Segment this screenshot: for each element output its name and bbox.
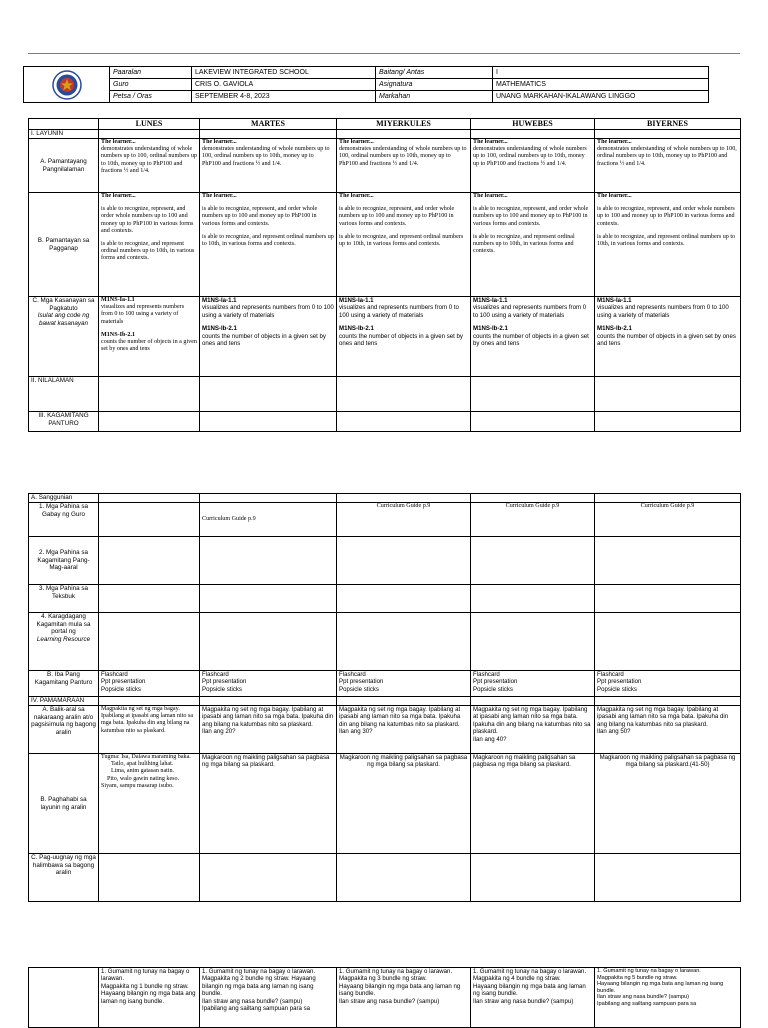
activity-line: Hayaang bilangin ng mga bata ang laman ng isang bundle. xyxy=(597,981,724,994)
row-label-main: C. Mga Kasanayan sa Pagkatuto xyxy=(32,297,95,312)
cell-head: The learner... xyxy=(473,193,508,199)
section-title: IV. PAMAMARAAN xyxy=(29,697,99,706)
cell-head: The learner... xyxy=(202,193,237,199)
competency-text: visualizes and represents numbers from 0 to 100 using a variety of materials xyxy=(473,304,587,319)
review-text: Magpakita ng set ng mga bagay. Ipabilang at ipasabi ang laman nito sa mga bata. Ipakuha din ang bilang na katumbas nito sa plaskard. xyxy=(339,706,461,728)
teacher-value: CRIS O. GAVIOLA xyxy=(192,79,376,91)
competency-code: M1NS-Ib-2.1 xyxy=(473,325,508,333)
cell-head: The learner... xyxy=(202,139,237,145)
day-header: BIYERNES xyxy=(595,119,741,130)
song-line: Tugma: Isa, Dalawa maraming baka. xyxy=(101,754,191,760)
row-label: 2. Mga Pahina sa Kagamitang Pang-Mag-aaral xyxy=(29,537,99,585)
competency-code: M1NS-Ia-1.1 xyxy=(597,297,632,304)
day-header: MIYERKULES xyxy=(337,119,471,130)
activity-line: Ilan straw ang nasa bundle? (sampu) xyxy=(473,997,574,1005)
activity-line: Magpakita ng 1 bundle ng straw. xyxy=(101,982,189,990)
row-label: A. Sanggunian xyxy=(29,494,99,503)
song-line: Pito, walo gawin nating keso. xyxy=(107,775,180,782)
school-value: LAKEVIEW INTEGRATED SCHOOL xyxy=(192,67,376,79)
cell-text: demonstrates understanding of whole numbers up to 100, ordinal numbers up to 10th, money up to PhP100 and fractions ½ and 1/4. xyxy=(101,146,197,174)
activity-line: Ilan straw ang nasa bundle? (sampu) xyxy=(202,997,303,1005)
row-label: 1. Mga Pahina sa Gabay ng Guro xyxy=(29,503,99,537)
material-item: Flashcard xyxy=(597,671,624,678)
material-item: Popsicle sticks xyxy=(101,685,141,693)
teacher-label: Guro xyxy=(110,79,192,91)
material-item: Ppt presentation xyxy=(597,678,642,686)
row-label: B. Iba Pang Kagamitang Panturo xyxy=(29,671,99,697)
cell-head: The learner... xyxy=(473,139,508,145)
row-label-main: 4. Karagdagang Kagamitan mula sa portal ng xyxy=(36,613,91,635)
day-header: MARTES xyxy=(200,119,337,130)
row-label: B. Paghahabi sa layunin ng aralin xyxy=(29,754,99,854)
material-item: Ppt presentation xyxy=(101,678,146,686)
cell-text: is able to recognize, represent, and order whole numbers up to 100 and money up to PhP100 in various forms and contexts. xyxy=(473,206,589,227)
competency-code: M1NS-Ia-1.1 xyxy=(473,297,508,304)
material-item: Popsicle sticks xyxy=(202,685,242,693)
activity-table xyxy=(28,967,741,1028)
material-item: Ppt presentation xyxy=(339,678,384,686)
cell-text: is able to recognize, represent, and order whole numbers up to 100 and money up to PhP100 in various forms and contexts. xyxy=(202,206,318,227)
deped-seal xyxy=(24,67,110,103)
review-question: Ilan ang 20? xyxy=(202,728,236,736)
cell-head: The learner... xyxy=(101,193,136,199)
cell-head: The learner... xyxy=(339,139,374,145)
row-label: C. Pag-uugnay ng mga halimbawa sa bagong aralin xyxy=(29,854,99,902)
quarter-label: Markahan xyxy=(376,91,493,103)
seal-icon xyxy=(52,70,82,100)
competency-text: counts the number of objects in a given set by ones and tens xyxy=(339,332,463,348)
grade-value: I xyxy=(493,67,709,79)
cell-text: is able to recognize, represent, and order whole numbers up to 100 and money up to PhP100 in various forms and contexts. xyxy=(101,206,194,234)
material-item: Popsicle sticks xyxy=(473,685,513,693)
activity-line: Hayaang bilangin ng mga bata ang laman ng isang bundle. xyxy=(101,990,196,1005)
contest-cell: Magkaroon ng maikling paligsahan sa pagbasa ng mga bilang sa plaskard. xyxy=(471,754,595,854)
header-table xyxy=(23,66,709,103)
cell-text: is able to recognize, and represent ordinal numbers up to 10th, in various forms and contexts. xyxy=(597,233,736,248)
cell-text: demonstrates understanding of whole numbers up to 100, ordinal numbers up to 10th, money up to PhP100 and fractions ½ and 1/4. xyxy=(473,146,587,167)
material-item: Popsicle sticks xyxy=(339,685,379,693)
subject-label: Asignatura xyxy=(376,79,493,91)
competency-text: counts the number of objects in a given set by ones and tens xyxy=(473,332,589,348)
activity-line: Ilan straw ang nasa bundle? (sampu) xyxy=(339,997,440,1005)
cell-text: is able to recognize, and represent ordinal numbers up to 10th, in various forms and contexts. xyxy=(339,233,464,248)
activity-line: Magpakita ng 5 bundle ng straw. xyxy=(597,974,678,981)
section-title: I. LAYUNIN xyxy=(29,130,99,139)
activity-line: 1. Gumamit ng tunay na bagay o larawan. xyxy=(473,968,587,975)
activity-line: Magpakita ng 3 bundle ng straw. xyxy=(339,975,427,983)
activity-line: Ilan straw ang nasa bundle? (sampu) xyxy=(597,994,690,1001)
objectives-table xyxy=(28,118,741,432)
material-item: Flashcard xyxy=(101,671,128,678)
review-text: Magpakita ng set ng mga bagay. Ipabilang at ipasabi ang laman nito sa mga bata. Ipakuha din ang bilang na katumbas nito sa plaskard. xyxy=(202,706,334,728)
competency-text: visualizes and represents numbers from 0 to 100 using a variety of materials xyxy=(202,304,334,319)
reference-cell: Curriculum Guide p.9 xyxy=(200,503,337,537)
cell-text: is able to recognize, and represent ordinal numbers up to 10th, in various forms and contexts. xyxy=(101,241,195,262)
song-line: Tatlo, apat hulihing lahat. xyxy=(111,761,174,768)
review-text: Magpakita ng set ng mga bagay. Ipabilang at ipasabi ang laman nito sa mga bata. Ipakuha din ang bilang na katumbas nito sa plaskard. xyxy=(473,706,591,736)
competency-code: M1NS-Ia-1.1 xyxy=(339,297,374,304)
cell-text: demonstrates understanding of whole numbers up to 100, ordinal numbers up to 10th, money up to PhP100 and fractions ½ and 1/4. xyxy=(339,146,467,167)
row-label: A. Pamantayang Pangnilalaman xyxy=(29,139,99,193)
material-item: Ppt presentation xyxy=(202,678,247,686)
day-header: LUNES xyxy=(99,119,200,130)
song-line: Siyam, sampu masarap isubo. xyxy=(101,782,174,789)
cell-head: The learner... xyxy=(597,139,632,145)
competency-text: visualizes and represents numbers from 0 to 100 using a variety of materials xyxy=(597,304,729,319)
reference-cell: Curriculum Guide p.9 xyxy=(471,503,595,537)
contest-cell: Magkaroon ng maikling paligsahan sa pagbasa ng mga bilang sa plaskard. xyxy=(337,754,471,854)
row-label: II. NILALAMAN xyxy=(29,377,99,412)
cell-text: is able to recognize, represent, and order whole numbers up to 100 and money up to PhP100 in various forms and contexts. xyxy=(597,206,735,227)
competency-code: M1NS-Ib-2.1 xyxy=(202,325,237,333)
corner-cell xyxy=(29,119,99,130)
review-question: Ilan ang 40? xyxy=(473,735,507,743)
date-value: SEPTEMBER 4-8, 2023 xyxy=(192,91,376,103)
contest-text: Magkaroon ng maikling paligsahan sa pagbasa ng mga bilang sa plaskard. xyxy=(599,754,736,769)
date-label: Petsa / Oras xyxy=(110,91,192,103)
reference-cell: Curriculum Guide p.9 xyxy=(595,503,741,537)
activity-line: Ipabilang ang sailtang sampuan para sa xyxy=(202,1005,311,1013)
cell-head: The learner... xyxy=(101,139,136,145)
school-label: Paaralan xyxy=(110,67,192,79)
top-rule xyxy=(28,53,740,54)
competency-code: M1NS-Ia-1.1 xyxy=(101,297,135,303)
cell-text: is able to recognize, and represent ordinal numbers up to 10th, in various forms and contexts. xyxy=(473,233,575,255)
material-item: Flashcard xyxy=(202,671,229,678)
competency-code: M1NS-Ib-2.1 xyxy=(101,331,136,338)
material-item: Popsicle sticks xyxy=(597,685,637,693)
activity-line: 1. Gumamit ng tunay na bagay o larawan. Magpakita ng 2 bundle ng straw. Hayaang bilangin ng mga bata ang laman ng isang bundle. xyxy=(202,968,316,998)
competency-text: visualizes and represents numbers from 0 to 100 using a variety of materials xyxy=(339,304,459,319)
review-question: Ilan ang 50? xyxy=(597,728,631,736)
subject-value: MATHEMATICS xyxy=(493,79,709,91)
row-label: A. Balik-aral sa nakaraang aralin at/o pagsisimula ng bagong aralin xyxy=(29,706,99,754)
activity-line: 1. Gumamit ng tunay na bagay o larawan. xyxy=(597,968,701,974)
review-text: Magpakita ng set ng mga bagay. Ipabilang at ipasabi ang laman nito sa mga bata. Ipakuha din ang bilang na katumbas nito sa plaskard. xyxy=(597,706,729,728)
cell-text: is able to recognize, and represent ordinal numbers up to 10th, in various forms and contexts. xyxy=(202,233,334,248)
row-label: 3. Mga Pahina sa Teksbuk xyxy=(29,585,99,613)
row-label xyxy=(29,297,99,377)
procedure-table xyxy=(28,493,741,902)
song-line: Lima, anim gatasan natin. xyxy=(111,768,175,775)
cell-text: demonstrates understanding of whole numbers up to 100, ordinal numbers up to 10th, money up to PhP100 and fractions ½ and 1/4. xyxy=(597,146,737,167)
cell-text: demonstrates understanding of whole numbers up to 100, ordinal numbers up to 10th, money up to PhP100 and fractions ½ and 1/4. xyxy=(202,146,330,167)
contest-cell: Magkaroon ng maikling paligsahan sa pagbasa ng mga bilang sa plaskard. xyxy=(200,754,337,854)
material-item: Ppt presentation xyxy=(473,678,518,686)
cell-head: The learner... xyxy=(597,193,632,199)
activity-line: Ipabilang ang sailtang sampuan para sa xyxy=(597,1000,697,1007)
competency-code: M1NS-Ib-2.1 xyxy=(597,325,632,333)
competency-code: M1NS-Ib-2.1 xyxy=(339,325,374,333)
reference-cell: Curriculum Guide p.9 xyxy=(337,503,471,537)
review-cell: Magpakita ng set ng mga bagay. Ipabilang at ipasabi ang laman nito sa mga bata. Ipakuha din ang bilang na katumbas nito sa plaskard. xyxy=(99,706,200,754)
competency-text: counts the number of objects in a given set by ones and tens xyxy=(101,339,197,353)
competency-code: M1NS-Ia-1.1 xyxy=(202,297,237,304)
material-item: Flashcard xyxy=(339,671,366,678)
activity-line: Magpakita ng 4 bundle ng straw. xyxy=(473,975,561,983)
activity-line: 1. Gumamit ng tunay na bagay o larawan. xyxy=(339,968,453,975)
cell-head: The learner... xyxy=(339,193,374,199)
review-question: Ilan ang 30? xyxy=(339,728,373,736)
activity-line: Hayaang bilangin ng mga bata ang laman ng isang bundle. xyxy=(473,982,586,998)
competency-text: counts the number of objects in a given set by ones and tens xyxy=(597,332,736,348)
cell-text: is able to recognize, represent, and order whole numbers up to 100 and money up to PhP100 in various forms and contexts. xyxy=(339,206,455,227)
material-item: Flashcard xyxy=(473,671,500,678)
quarter-value: UNANG MARKAHAN-IKALAWANG LINGGO xyxy=(493,91,709,103)
row-label: B. Pamantayan sa Pagganap xyxy=(29,193,99,297)
row-label-italic: Learning Resource xyxy=(36,635,91,643)
row-label: III. KAGAMITANG PANTURO xyxy=(29,412,99,432)
activity-line: Hayaang bilangin ng mga bata ang laman ng isang bundle. xyxy=(339,982,461,998)
row-label xyxy=(29,613,99,671)
competency-text: visualizes and represents numbers from 0 to 100 using a variety of materials xyxy=(101,304,185,325)
competency-text: counts the number of objects in a given set by ones and tens xyxy=(202,332,326,348)
row-label-italic: Isulat ang code ng bawat kasanayan xyxy=(37,312,90,327)
contest-extra: (41-50) xyxy=(689,761,710,769)
day-header: HUWEBES xyxy=(471,119,595,130)
activity-line: 1. Gumamit ng tunay na bagay o larawan. xyxy=(101,968,190,983)
grade-label: Baitang/ Antas xyxy=(376,67,493,79)
